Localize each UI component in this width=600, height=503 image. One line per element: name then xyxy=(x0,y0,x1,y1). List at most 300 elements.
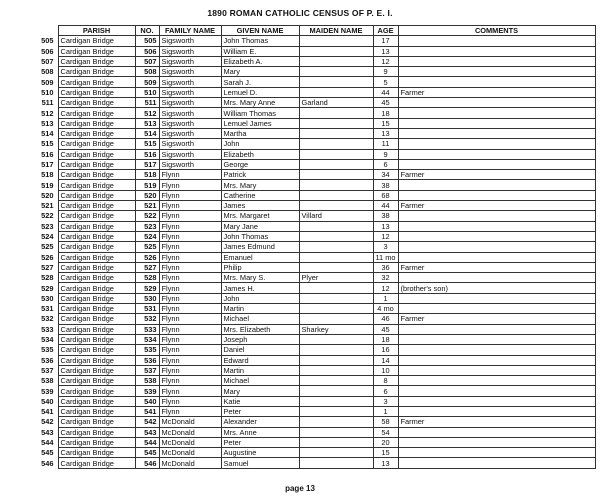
table-row xyxy=(28,170,595,180)
comments-cell: Farmer xyxy=(398,87,595,97)
comments-cell xyxy=(398,77,595,87)
age-cell: 17 xyxy=(373,36,398,46)
age-cell: 13 xyxy=(373,128,398,138)
family-name-cell: Sigsworth xyxy=(159,108,221,118)
age-cell: 20 xyxy=(373,437,398,447)
age-cell: 54 xyxy=(373,427,398,437)
row-number-header xyxy=(28,26,58,36)
table-row xyxy=(28,283,595,293)
family-name-cell: Flynn xyxy=(159,262,221,272)
maiden-name-cell xyxy=(299,242,373,252)
row-number-cell: 506 xyxy=(41,46,54,56)
comments-cell xyxy=(398,149,595,159)
table-row xyxy=(28,159,595,169)
maiden-name-cell xyxy=(299,293,373,303)
given-name-cell: Lemuel James xyxy=(221,118,299,128)
parish-cell: Cardigan Bridge xyxy=(58,139,135,149)
given-name-cell: Mrs. Mary Anne xyxy=(221,98,299,108)
comments-cell xyxy=(398,365,595,375)
table-row xyxy=(28,376,595,386)
given-name-cell: James xyxy=(221,201,299,211)
parish-cell: Cardigan Bridge xyxy=(58,427,135,437)
comments-cell xyxy=(398,46,595,56)
no-header: NO. xyxy=(135,26,159,36)
parish-cell: Cardigan Bridge xyxy=(58,108,135,118)
table-row xyxy=(28,98,595,108)
maiden-name-cell xyxy=(299,427,373,437)
age-cell: 15 xyxy=(373,118,398,128)
comments-cell: Farmer xyxy=(398,314,595,324)
row-number-cell: 537 xyxy=(41,365,54,375)
maiden-name-cell xyxy=(299,334,373,344)
table-row xyxy=(28,314,595,324)
row-number-cell: 514 xyxy=(41,129,54,139)
family-name-cell: Flynn xyxy=(159,170,221,180)
family-name-cell: Sigsworth xyxy=(159,77,221,87)
family-name-cell: Sigsworth xyxy=(159,118,221,128)
table-row xyxy=(28,458,595,468)
row-number-cell: 533 xyxy=(41,324,54,334)
table-row xyxy=(28,345,595,355)
comments-cell xyxy=(398,406,595,416)
parish-cell: Cardigan Bridge xyxy=(58,128,135,138)
table-row xyxy=(28,396,595,406)
comments-cell xyxy=(398,159,595,169)
age-cell: 32 xyxy=(373,273,398,283)
age-cell: 38 xyxy=(373,180,398,190)
age-cell: 5 xyxy=(373,77,398,87)
row-number-cell: 512 xyxy=(41,108,54,118)
given-name-cell: Daniel xyxy=(221,345,299,355)
age-cell: 18 xyxy=(373,108,398,118)
comments-cell xyxy=(398,242,595,252)
given-name-cell: Martin xyxy=(221,304,299,314)
row-number-cell: 528 xyxy=(41,273,54,283)
age-cell: 13 xyxy=(373,46,398,56)
maiden-name-cell xyxy=(299,231,373,241)
no-cell: 538 xyxy=(135,376,159,386)
parish-cell: Cardigan Bridge xyxy=(58,77,135,87)
given-name-cell: Katie xyxy=(221,396,299,406)
parish-cell: Cardigan Bridge xyxy=(58,396,135,406)
table-row xyxy=(28,108,595,118)
parish-cell: Cardigan Bridge xyxy=(58,283,135,293)
row-number-cell: 520 xyxy=(41,190,54,200)
no-cell: 524 xyxy=(135,231,159,241)
table-row xyxy=(28,365,595,375)
no-cell: 522 xyxy=(135,211,159,221)
parish-cell: Cardigan Bridge xyxy=(58,87,135,97)
row-number-cell: 544 xyxy=(41,438,54,448)
maiden-name-cell xyxy=(299,314,373,324)
given-name-cell: Alexander xyxy=(221,417,299,427)
maiden-name-cell: Garland xyxy=(299,98,373,108)
maiden-name-cell xyxy=(299,283,373,293)
row-number-cell: 534 xyxy=(41,335,54,345)
comments-header: COMMENTS xyxy=(398,26,595,36)
table-row xyxy=(28,406,595,416)
given-name-cell: Sarah J. xyxy=(221,77,299,87)
comments-cell: Farmer xyxy=(398,417,595,427)
table-row xyxy=(28,231,595,241)
given-name-cell: Augustine xyxy=(221,448,299,458)
table-row xyxy=(28,211,595,221)
parish-cell: Cardigan Bridge xyxy=(58,118,135,128)
table-row xyxy=(28,324,595,334)
no-cell: 521 xyxy=(135,201,159,211)
table-row xyxy=(28,180,595,190)
parish-cell: Cardigan Bridge xyxy=(58,170,135,180)
given-name-cell: Michael xyxy=(221,314,299,324)
family-name-cell: Flynn xyxy=(159,283,221,293)
row-number-cell: 507 xyxy=(41,57,54,67)
no-cell: 519 xyxy=(135,180,159,190)
given-name-cell: Elizabeth A. xyxy=(221,56,299,66)
parish-cell: Cardigan Bridge xyxy=(58,448,135,458)
given-name-cell: William Thomas xyxy=(221,108,299,118)
row-number-cell: 523 xyxy=(41,221,54,231)
family-name-cell: Flynn xyxy=(159,345,221,355)
comments-cell xyxy=(398,437,595,447)
table-row xyxy=(28,128,595,138)
parish-cell: Cardigan Bridge xyxy=(58,314,135,324)
table-row xyxy=(28,118,595,128)
comments-cell xyxy=(398,98,595,108)
comments-cell xyxy=(398,108,595,118)
row-number-cell: 509 xyxy=(41,77,54,87)
family-name-cell: Flynn xyxy=(159,304,221,314)
row-number-cell: 542 xyxy=(41,417,54,427)
comments-cell xyxy=(398,293,595,303)
row-number-cell: 522 xyxy=(41,211,54,221)
table-row xyxy=(28,448,595,458)
age-cell: 12 xyxy=(373,231,398,241)
family-name-cell: Sigsworth xyxy=(159,87,221,97)
age-cell: 44 xyxy=(373,201,398,211)
census-body xyxy=(28,36,595,468)
parish-cell: Cardigan Bridge xyxy=(58,458,135,468)
family-name-cell: Sigsworth xyxy=(159,128,221,138)
age-cell: 34 xyxy=(373,170,398,180)
no-cell: 508 xyxy=(135,67,159,77)
maiden-name-cell xyxy=(299,56,373,66)
row-number-cell: 515 xyxy=(41,139,54,149)
no-cell: 512 xyxy=(135,108,159,118)
maiden-name-cell: Villard xyxy=(299,211,373,221)
given-name-cell: Catherine xyxy=(221,190,299,200)
row-number-cell: 536 xyxy=(41,355,54,365)
table-row xyxy=(28,427,595,437)
row-number-cell: 510 xyxy=(41,87,54,97)
family-name-cell: Sigsworth xyxy=(159,67,221,77)
table-row xyxy=(28,139,595,149)
given-name-cell: Martin xyxy=(221,365,299,375)
maiden-name-cell xyxy=(299,386,373,396)
given-name-cell: Mrs. Mary xyxy=(221,180,299,190)
no-cell: 539 xyxy=(135,386,159,396)
no-cell: 528 xyxy=(135,273,159,283)
no-cell: 515 xyxy=(135,139,159,149)
given-name-cell: Michael xyxy=(221,376,299,386)
comments-cell: Farmer xyxy=(398,262,595,272)
no-cell: 534 xyxy=(135,334,159,344)
parish-cell: Cardigan Bridge xyxy=(58,417,135,427)
comments-cell xyxy=(398,304,595,314)
table-row xyxy=(28,293,595,303)
family-name-cell: Flynn xyxy=(159,180,221,190)
comments-cell xyxy=(398,180,595,190)
page-title: 1890 ROMAN CATHOLIC CENSUS OF P. E. I. xyxy=(207,8,393,18)
table-row xyxy=(28,304,595,314)
comments-cell xyxy=(398,448,595,458)
parish-cell: Cardigan Bridge xyxy=(58,334,135,344)
family-name-cell: McDonald xyxy=(159,427,221,437)
parish-cell: Cardigan Bridge xyxy=(58,56,135,66)
family-name-cell: McDonald xyxy=(159,458,221,468)
row-number-cell: 505 xyxy=(41,36,54,46)
row-number-cell: 535 xyxy=(41,345,54,355)
given-name-cell: George xyxy=(221,159,299,169)
no-cell: 510 xyxy=(135,87,159,97)
family-name-cell: Flynn xyxy=(159,242,221,252)
table-row xyxy=(28,56,595,66)
given-name-cell: Elizabeth xyxy=(221,149,299,159)
age-cell: 13 xyxy=(373,458,398,468)
maiden-name-cell xyxy=(299,345,373,355)
no-cell: 544 xyxy=(135,437,159,447)
no-cell: 526 xyxy=(135,252,159,262)
family-name-cell: Flynn xyxy=(159,396,221,406)
row-number-cell: 545 xyxy=(41,448,54,458)
row-number-cell: 518 xyxy=(41,170,54,180)
age-cell: 45 xyxy=(373,324,398,334)
given-name-cell: Joseph xyxy=(221,334,299,344)
no-cell: 542 xyxy=(135,417,159,427)
comments-cell xyxy=(398,56,595,66)
row-number-cell: 530 xyxy=(41,293,54,303)
parish-cell: Cardigan Bridge xyxy=(58,355,135,365)
comments-cell xyxy=(398,427,595,437)
parish-cell: Cardigan Bridge xyxy=(58,98,135,108)
comments-cell xyxy=(398,231,595,241)
parish-cell: Cardigan Bridge xyxy=(58,252,135,262)
maiden-name-cell xyxy=(299,221,373,231)
given-name-cell: Mary Jane xyxy=(221,221,299,231)
family-name-cell: Flynn xyxy=(159,334,221,344)
maiden-name-cell xyxy=(299,458,373,468)
table-row xyxy=(28,36,595,46)
table-row xyxy=(28,262,595,272)
row-number-cell: 508 xyxy=(41,67,54,77)
no-cell: 529 xyxy=(135,283,159,293)
table-row xyxy=(28,77,595,87)
parish-cell: Cardigan Bridge xyxy=(58,345,135,355)
no-cell: 523 xyxy=(135,221,159,231)
maiden-name-cell xyxy=(299,417,373,427)
given-name-cell: Lemuel D. xyxy=(221,87,299,97)
given-name-cell: John xyxy=(221,139,299,149)
maiden-name-cell xyxy=(299,437,373,447)
table-row xyxy=(28,355,595,365)
row-number-cell: 538 xyxy=(41,376,54,386)
parish-cell: Cardigan Bridge xyxy=(58,324,135,334)
maiden-name-cell xyxy=(299,190,373,200)
age-cell: 3 xyxy=(373,242,398,252)
no-cell: 533 xyxy=(135,324,159,334)
family-name-cell: Flynn xyxy=(159,293,221,303)
family-name-cell: Sigsworth xyxy=(159,46,221,56)
age-cell: 6 xyxy=(373,159,398,169)
maiden-name-cell xyxy=(299,376,373,386)
no-cell: 531 xyxy=(135,304,159,314)
given-name-cell: Mrs. Elizabeth xyxy=(221,324,299,334)
table-row xyxy=(28,67,595,77)
row-number-cell: 524 xyxy=(41,232,54,242)
family-name-cell: Flynn xyxy=(159,365,221,375)
no-cell: 506 xyxy=(135,46,159,56)
comments-cell xyxy=(398,324,595,334)
maiden-name-cell xyxy=(299,67,373,77)
no-cell: 527 xyxy=(135,262,159,272)
table-row xyxy=(28,221,595,231)
row-number-cell: 519 xyxy=(41,180,54,190)
no-cell: 505 xyxy=(135,36,159,46)
given-name-cell: Peter xyxy=(221,437,299,447)
parish-cell: Cardigan Bridge xyxy=(58,406,135,416)
comments-cell xyxy=(398,211,595,221)
row-number-cell: 540 xyxy=(41,396,54,406)
comments-cell xyxy=(398,139,595,149)
no-cell: 546 xyxy=(135,458,159,468)
given-name-cell: Edward xyxy=(221,355,299,365)
maiden-name-cell xyxy=(299,159,373,169)
no-cell: 516 xyxy=(135,149,159,159)
parish-cell: Cardigan Bridge xyxy=(58,221,135,231)
given-name-cell: Mrs. Anne xyxy=(221,427,299,437)
census-table xyxy=(28,25,596,469)
row-number-cell: 517 xyxy=(41,160,54,169)
given-name-cell: Philip xyxy=(221,262,299,272)
comments-cell xyxy=(398,252,595,262)
no-cell: 509 xyxy=(135,77,159,87)
no-cell: 525 xyxy=(135,242,159,252)
age-cell: 4 mo xyxy=(373,304,398,314)
no-cell: 540 xyxy=(135,396,159,406)
age-cell: 36 xyxy=(373,262,398,272)
given-name-cell: William E. xyxy=(221,46,299,56)
parish-cell: Cardigan Bridge xyxy=(58,242,135,252)
age-cell: 8 xyxy=(373,376,398,386)
table-row xyxy=(28,334,595,344)
age-cell: 10 xyxy=(373,365,398,375)
age-cell: 15 xyxy=(373,448,398,458)
maiden-name-header: MAIDEN NAME xyxy=(299,26,373,36)
maiden-name-cell xyxy=(299,77,373,87)
no-cell: 530 xyxy=(135,293,159,303)
parish-cell: Cardigan Bridge xyxy=(58,159,135,169)
given-name-cell: John xyxy=(221,293,299,303)
age-cell: 6 xyxy=(373,386,398,396)
comments-cell xyxy=(398,67,595,77)
maiden-name-cell xyxy=(299,304,373,314)
parish-cell: Cardigan Bridge xyxy=(58,211,135,221)
age-cell: 12 xyxy=(373,283,398,293)
row-number-cell: 513 xyxy=(41,118,54,128)
age-cell: 3 xyxy=(373,396,398,406)
row-number-cell: 526 xyxy=(41,252,54,262)
row-number-cell: 527 xyxy=(41,262,54,272)
no-cell: 545 xyxy=(135,448,159,458)
maiden-name-cell xyxy=(299,87,373,97)
comments-cell xyxy=(398,345,595,355)
maiden-name-cell xyxy=(299,365,373,375)
age-cell: 16 xyxy=(373,345,398,355)
row-number-cell: 521 xyxy=(41,201,54,211)
table-row xyxy=(28,252,595,262)
family-name-cell: Flynn xyxy=(159,211,221,221)
no-cell: 518 xyxy=(135,170,159,180)
family-name-cell: Flynn xyxy=(159,190,221,200)
maiden-name-cell xyxy=(299,252,373,262)
table-row xyxy=(28,273,595,283)
family-name-cell: Flynn xyxy=(159,221,221,231)
comments-cell xyxy=(398,396,595,406)
parish-cell: Cardigan Bridge xyxy=(58,365,135,375)
given-name-cell: Mrs. Margaret xyxy=(221,211,299,221)
maiden-name-cell xyxy=(299,262,373,272)
no-cell: 511 xyxy=(135,98,159,108)
comments-cell xyxy=(398,190,595,200)
given-name-cell: Mrs. Mary S. xyxy=(221,273,299,283)
family-name-cell: McDonald xyxy=(159,448,221,458)
parish-cell: Cardigan Bridge xyxy=(58,262,135,272)
table-row xyxy=(28,46,595,56)
age-cell: 45 xyxy=(373,98,398,108)
maiden-name-cell xyxy=(299,406,373,416)
family-name-cell: McDonald xyxy=(159,437,221,447)
family-name-cell: Sigsworth xyxy=(159,56,221,66)
table-row xyxy=(28,149,595,159)
given-name-cell: James H. xyxy=(221,283,299,293)
comments-cell xyxy=(398,334,595,344)
parish-cell: Cardigan Bridge xyxy=(58,273,135,283)
family-name-cell: Sigsworth xyxy=(159,36,221,46)
family-name-cell: McDonald xyxy=(159,417,221,427)
age-cell: 11 xyxy=(373,139,398,149)
parish-cell: Cardigan Bridge xyxy=(58,201,135,211)
age-cell: 46 xyxy=(373,314,398,324)
family-name-cell: Flynn xyxy=(159,314,221,324)
age-cell: 44 xyxy=(373,87,398,97)
parish-cell: Cardigan Bridge xyxy=(58,36,135,46)
age-cell: 9 xyxy=(373,149,398,159)
age-cell: 58 xyxy=(373,417,398,427)
maiden-name-cell xyxy=(299,149,373,159)
parish-cell: Cardigan Bridge xyxy=(58,231,135,241)
comments-cell: (brother's son) xyxy=(398,283,595,293)
age-cell: 68 xyxy=(373,190,398,200)
comments-cell: Farmer xyxy=(398,170,595,180)
no-cell: 532 xyxy=(135,314,159,324)
no-cell: 513 xyxy=(135,118,159,128)
age-cell: 18 xyxy=(373,334,398,344)
maiden-name-cell xyxy=(299,118,373,128)
given-name-cell: Mary xyxy=(221,67,299,77)
no-cell: 537 xyxy=(135,365,159,375)
age-cell: 9 xyxy=(373,67,398,77)
page-number: page 13 xyxy=(285,484,315,493)
row-number-cell: 541 xyxy=(41,407,54,417)
